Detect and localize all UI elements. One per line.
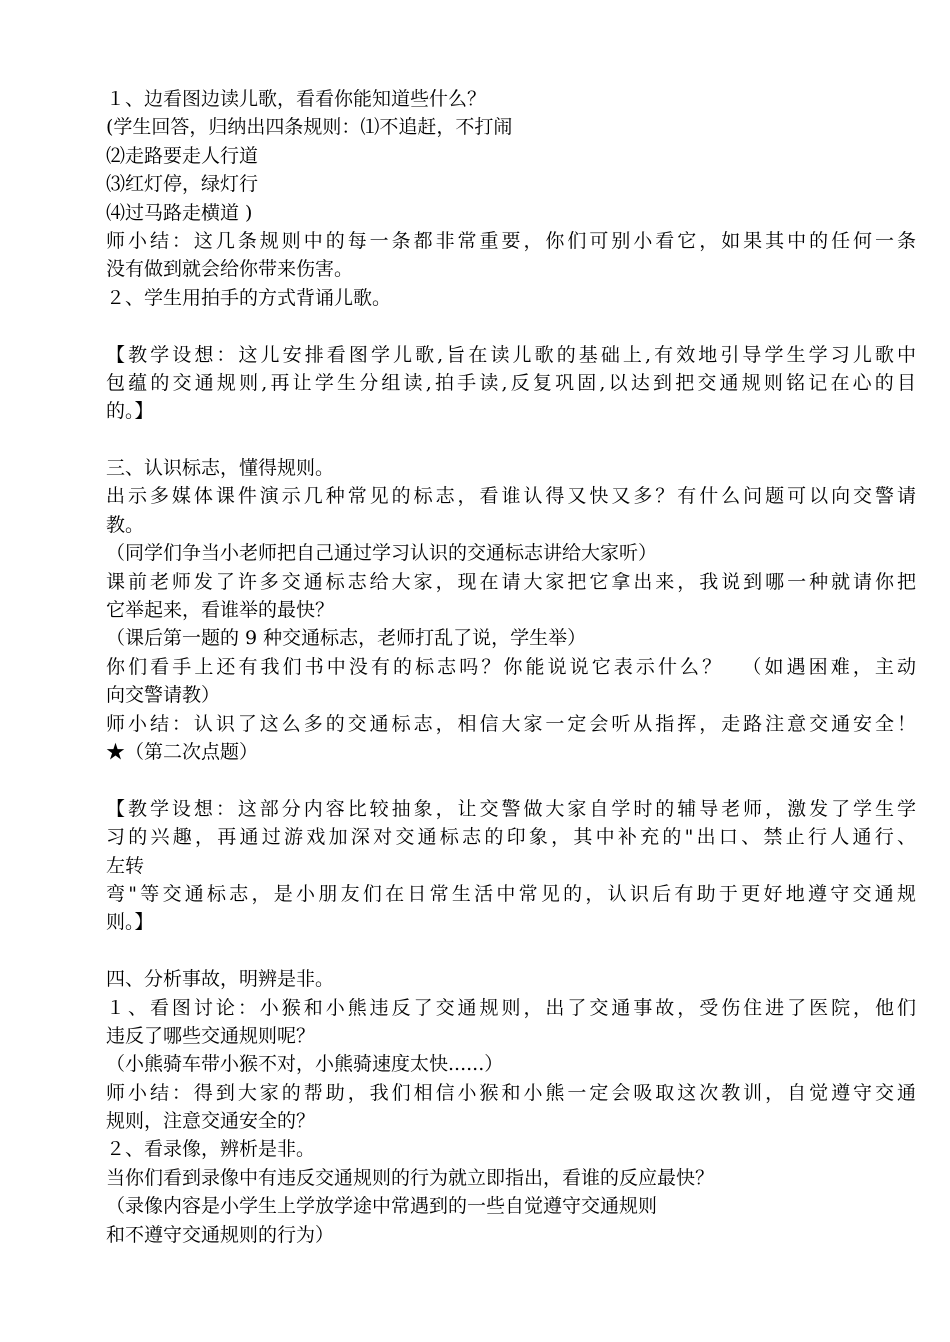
text-line: (学生回答，归纳出四条规则：⑴不追赶，不打闹	[106, 116, 513, 139]
text-line: 的。】	[106, 400, 154, 423]
text-line: 师小结：认识了这么多的交通标志，相信大家一定会听从指挥，走路注意交通安全！	[106, 712, 916, 735]
text-line: 左转	[106, 854, 145, 877]
text-line: ⑵走路要走人行道	[106, 144, 259, 167]
text-line: 没有做到就会给你带来伤害。	[106, 258, 354, 281]
blank-line	[106, 312, 916, 340]
text-line: ２、看录像，辨析是非。	[106, 1138, 316, 1161]
text-line: 【教学设想：这儿安排看图学儿歌,旨在读儿歌的基础上,有效地引导学生学习儿歌中	[106, 343, 916, 366]
text-line: （小熊骑车带小猴不对，小熊骑速度太快......）	[106, 1053, 504, 1076]
text-line: ★（第二次点题）	[106, 740, 259, 763]
text-line: 违反了哪些交通规则呢？	[106, 1024, 316, 1047]
text-line: 出示多媒体课件演示几种常见的标志，看谁认得又快又多？有什么问题可以向交警请	[106, 485, 916, 508]
text-line: 你们看手上还有我们书中没有的标志吗？你能说说它表示什么？ （如遇困难，主动	[106, 655, 916, 678]
document-body	[106, 85, 916, 1249]
text-line: 课前老师发了许多交通标志给大家，现在请大家把它拿出来，我说到哪一种就请你把	[106, 570, 916, 593]
text-line: 当你们看到录像中有违反交通规则的行为就立即指出，看谁的反应最快？	[106, 1166, 715, 1189]
text-line: ⑶红灯停，绿灯行	[106, 173, 259, 196]
text-line: 它举起来，看谁举的最快？	[106, 599, 335, 622]
text-line: ⑷过马路走横道 )	[106, 201, 253, 224]
text-line: ２、学生用拍手的方式背诵儿歌。	[106, 286, 392, 309]
section-heading: 三、认识标志，懂得规则。	[106, 457, 335, 480]
blank-line	[106, 766, 916, 794]
text-line: 和不遵守交通规则的行为）	[106, 1223, 335, 1246]
blank-line	[106, 937, 916, 965]
text-line: 习的兴趣，再通过游戏加深对交通标志的印象，其中补充的"出口、禁止行人通行、	[106, 826, 916, 849]
text-line: 【教学设想：这部分内容比较抽象，让交警做大家自学时的辅导老师，激发了学生学	[106, 797, 916, 820]
text-line: （同学们争当小老师把自己通过学习认识的交通标志讲给大家听）	[106, 542, 658, 565]
text-line: 则。】	[106, 911, 154, 934]
text-line: 弯"等交通标志，是小朋友们在日常生活中常见的，认识后有助于更好地遵守交通规	[106, 882, 916, 905]
text-line: （录像内容是小学生上学放学途中常遇到的一些自觉遵守交通规则	[106, 1195, 658, 1218]
text-line: 包蕴的交通规则,再让学生分组读,拍手读,反复巩固,以达到把交通规则铭记在心的目	[106, 371, 916, 394]
text-line: １、边看图边读儿歌，看看你能知道些什么？	[106, 88, 487, 110]
text-line: 向交警请教）	[106, 684, 221, 707]
text-line: （课后第一题的 9 种交通标志，老师打乱了说，学生举）	[106, 627, 587, 650]
text-line: 教。	[106, 513, 145, 536]
text-line: 规则，注意交通安全的？	[106, 1110, 316, 1133]
text-line: 师小结：得到大家的帮助，我们相信小猴和小熊一定会吸取这次教训，自觉遵守交通	[106, 1081, 916, 1104]
section-heading: 四、分析事故，明辨是非。	[106, 968, 335, 991]
text-line: 师小结：这几条规则中的每一条都非常重要，你们可别小看它，如果其中的任何一条	[106, 229, 916, 252]
text-line: １、看图讨论：小猴和小熊违反了交通规则，出了交通事故，受伤住进了医院，他们	[106, 996, 916, 1019]
blank-line	[106, 426, 916, 454]
